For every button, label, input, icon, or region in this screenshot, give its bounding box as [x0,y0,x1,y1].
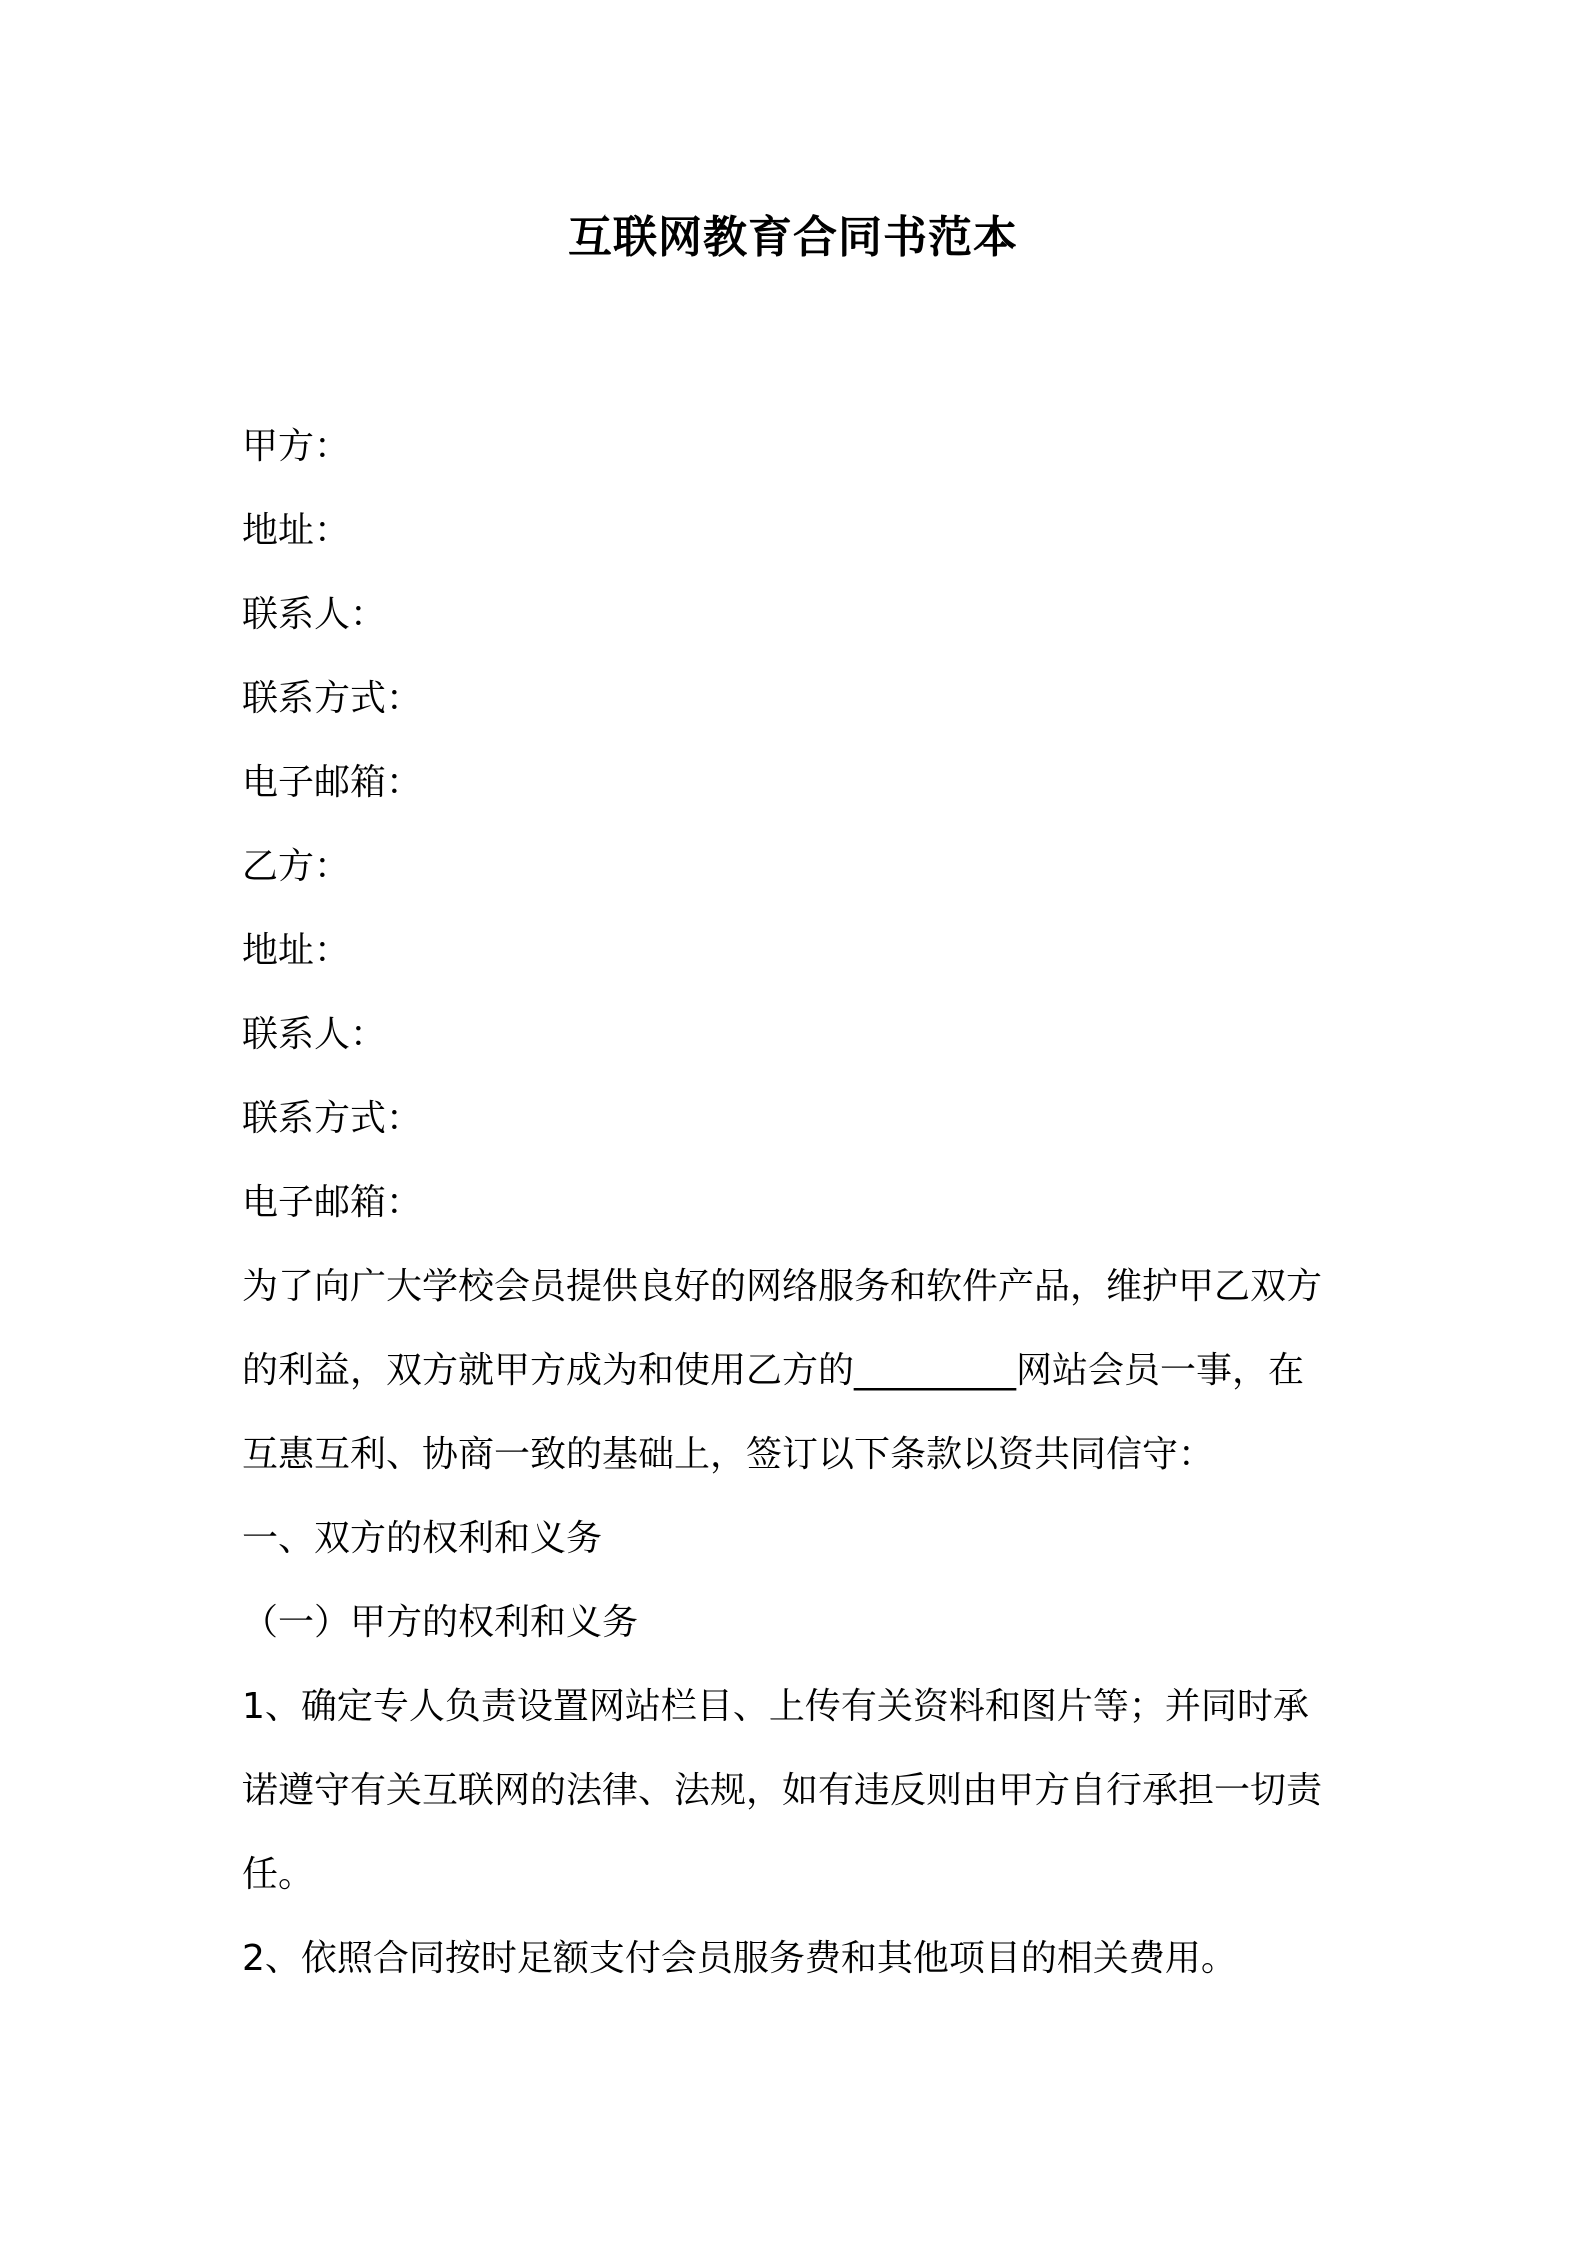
document-title: 互联网教育合同书范本 [568,212,1018,263]
party-a-label: 甲方： [242,426,351,467]
intro-paragraph [242,1245,1362,1497]
party-a-contact-method: 联系方式： [242,678,423,719]
party-b-block [242,825,1362,1245]
intro-line-3: 互惠互利、协商一致的基础上，签订以下条款以资共同信守： [242,1434,1215,1475]
party-a-block [242,405,1362,825]
section-1-heading: 一、双方的权利和义务 [242,1518,603,1559]
clause-2-line-1: 2、依照合同按时足额支付会员服务费和其他项目的相关费用。 [242,1938,1237,1979]
section-1-subheading: （一）甲方的权利和义务 [242,1602,639,1643]
party-b-contact-person: 联系人： [242,1014,387,1055]
party-a-address: 地址： [242,510,351,551]
party-a-contact-person: 联系人： [242,594,387,635]
clause-1-line-2: 诺遵守有关互联网的法律、法规，如有违反则由甲方自行承担一切责 [242,1770,1323,1811]
party-b-contact-method: 联系方式： [242,1098,423,1139]
party-b-address: 地址： [242,930,351,971]
party-b-label: 乙方： [242,846,351,887]
party-a-email: 电子邮箱： [242,762,423,803]
clause-1-line-3: 任。 [242,1854,315,1895]
intro-line-1: 为了向广大学校会员提供良好的网络服务和软件产品，维护甲乙双方 [242,1266,1323,1307]
clause-1 [242,1665,1362,1917]
clause-2 [242,1917,1362,2001]
clause-1-line-1: 1、确定专人负责设置网站栏目、上传有关资料和图片等；并同时承 [242,1686,1309,1727]
document-body [242,405,1362,2001]
party-b-email: 电子邮箱： [242,1182,423,1223]
intro-line-2: 的利益，双方就甲方成为和使用乙方的_________网站会员一事，在 [242,1350,1305,1391]
